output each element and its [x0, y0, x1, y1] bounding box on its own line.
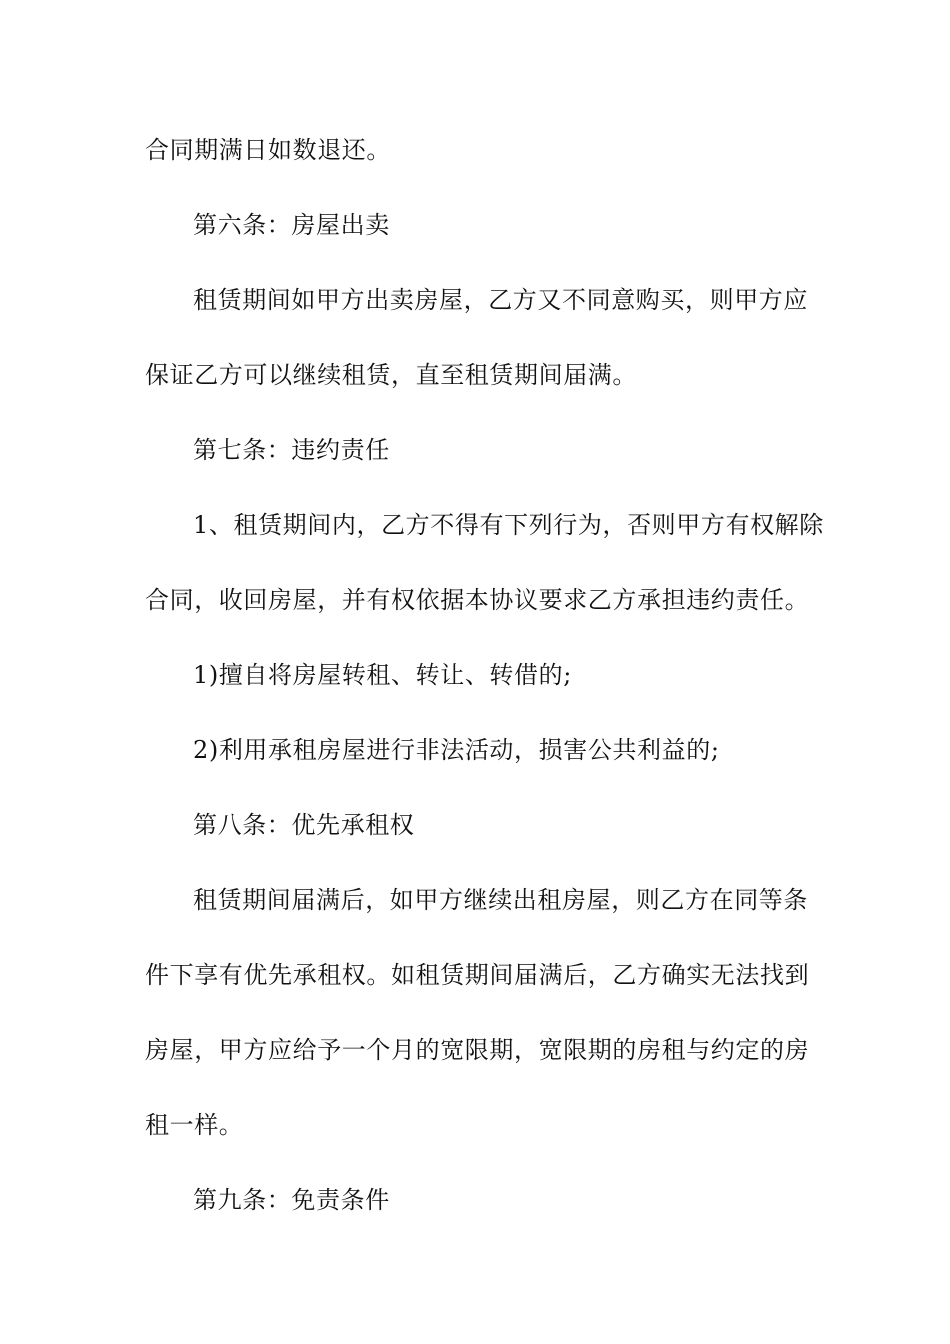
text-line-breach-2: 合同，收回房屋，并有权依据本协议要求乙方承担违约责任。: [145, 586, 810, 614]
text-line-breach-1: 1、租赁期间内，乙方不得有下列行为，否则甲方有权解除: [193, 511, 824, 539]
clause-heading-8: 第八条：优先承租权: [193, 811, 415, 839]
text-line-sale-1: 租赁期间如甲方出卖房屋，乙方又不同意购买，则甲方应: [193, 286, 808, 314]
text-line-sale-2: 保证乙方可以继续租赁，直至租赁期间届满。: [145, 361, 637, 389]
clause-heading-6: 第六条：房屋出卖: [193, 211, 390, 239]
clause-heading-7: 第七条：违约责任: [193, 436, 390, 464]
text-line-priority-4: 租一样。: [145, 1111, 244, 1139]
text-line-priority-2: 件下享有优先承租权。如租赁期间届满后，乙方确实无法找到: [145, 961, 810, 989]
text-line-deposit-return: 合同期满日如数退还。: [145, 136, 391, 164]
text-line-priority-1: 租赁期间届满后，如甲方继续出租房屋，则乙方在同等条: [193, 886, 808, 914]
list-item-illegal-use: 2)利用承租房屋进行非法活动，损害公共利益的;: [193, 736, 720, 764]
clause-heading-9: 第九条：免责条件: [193, 1186, 390, 1214]
text-line-priority-3: 房屋，甲方应给予一个月的宽限期，宽限期的房租与约定的房: [145, 1036, 810, 1064]
list-item-sublet: 1)擅自将房屋转租、转让、转借的;: [193, 661, 572, 689]
